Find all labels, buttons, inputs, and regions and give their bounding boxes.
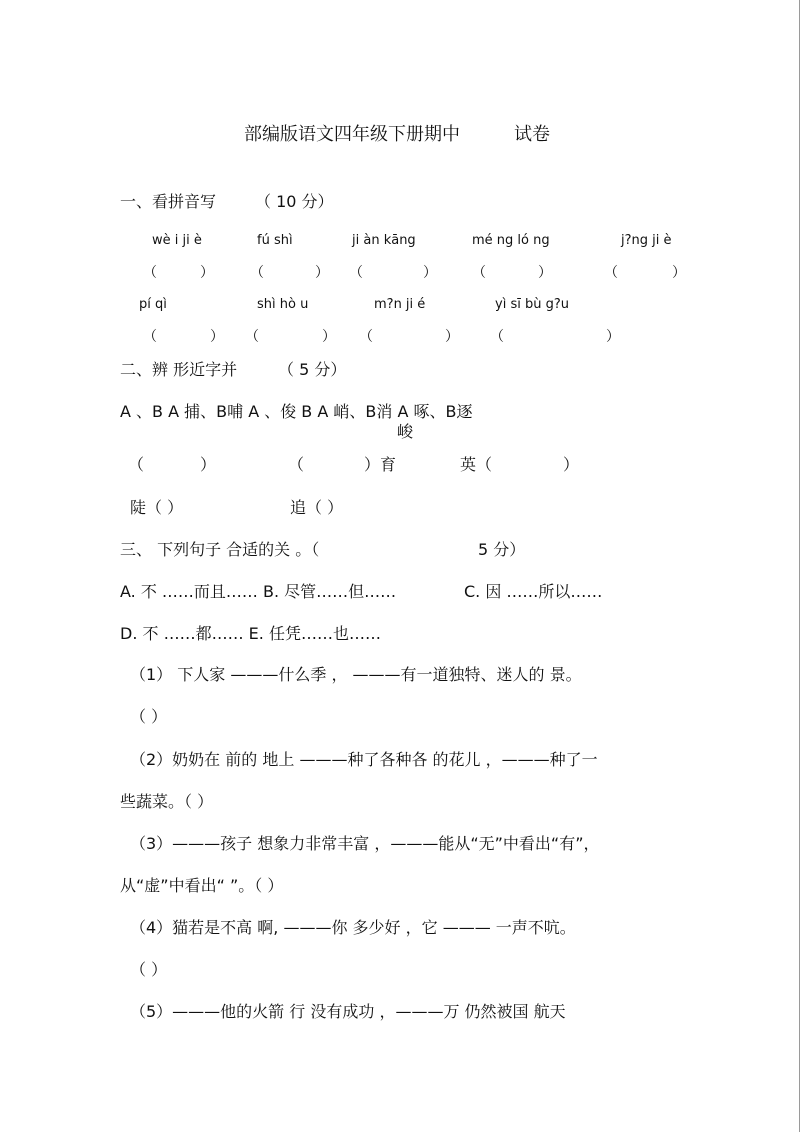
- blank-open: （: [490, 329, 504, 345]
- blank-close: ）: [322, 329, 336, 345]
- blank-close: ）: [445, 329, 459, 345]
- options-c: C. 因 ……所以……: [464, 582, 603, 601]
- question-3: （3）———孩子 想象力非常丰富 ，———能从“无”中看出“有”，: [130, 834, 600, 853]
- question-1-blank: （ ）: [130, 707, 168, 726]
- section1-score: （ 10 分）: [255, 192, 334, 211]
- page-title-suffix: 试卷: [514, 124, 550, 145]
- blank-open: （: [245, 329, 259, 345]
- blank-close: ）: [210, 329, 224, 345]
- blank-open: （: [288, 455, 305, 474]
- blank-open: （: [359, 329, 373, 345]
- question-5: （5）———他的火箭 行 没有成功 ，———万 仍然被国 航天: [130, 1002, 566, 1021]
- question-3-cont: 从“虚”中看出“ ”。（ ）: [120, 876, 284, 895]
- char-pairs: A 、B A 捕、B哺 A 、俊 B A 峭、B消 A 啄、B逐: [120, 402, 473, 421]
- blank-close: ）: [315, 265, 329, 281]
- pinyin-2: fú shì: [257, 233, 293, 248]
- pinyin-9: yì sī bù g?u: [495, 297, 569, 312]
- question-4: （4）猫若是不高 啊, ———你 多少好 ，它 ——— 一声不吭。: [130, 918, 576, 937]
- pinyin-6: pí qì: [139, 297, 167, 312]
- pinyin-5: j?ng ji è: [621, 233, 672, 248]
- blank-close: ）: [606, 329, 620, 345]
- blank-close: ）: [672, 265, 686, 281]
- section1-heading: 一、看拼音写: [120, 192, 217, 211]
- blank-open: （: [128, 455, 145, 474]
- pinyin-4: mé ng ló ng: [472, 233, 550, 248]
- blank-open: （: [143, 329, 157, 345]
- question-2-cont: 些蔬菜。（ ）: [120, 792, 214, 811]
- section3-heading: 三、 下列句子 合适的关 。（: [120, 540, 320, 559]
- blank-open: （: [250, 265, 264, 281]
- blank-ying: 英（: [460, 455, 493, 474]
- section3-score: 5 分）: [478, 540, 526, 559]
- question-1: （1） 下人家 ———什么季 ， ———有一道独特、迷人的 景。: [130, 665, 582, 684]
- char-pair-extra: 峻: [397, 422, 414, 441]
- blank-open: （: [349, 265, 363, 281]
- page-title: 部编版语文四年级下册期中: [244, 124, 460, 145]
- section2-heading: 二、辨 形近字并: [120, 360, 238, 379]
- blank-close: ）: [200, 265, 214, 281]
- blank-open: （: [604, 265, 618, 281]
- pinyin-8: m?n ji é: [374, 297, 426, 312]
- blank-close: ）: [423, 265, 437, 281]
- blank-close-yu: ）育: [364, 455, 397, 474]
- options-de: D. 不 ……都…… E. 任凭……也……: [120, 624, 381, 643]
- blank-dou: 陡（ ）: [130, 498, 184, 517]
- blank-zhui: 追（ ）: [290, 498, 344, 517]
- options-ab: A. 不 ……而且…… B. 尽管……但……: [120, 582, 397, 601]
- blank-close: ）: [200, 455, 217, 474]
- question-4-blank: （ ）: [130, 960, 168, 979]
- pinyin-7: shì hò u: [257, 297, 309, 312]
- section2-score: （ 5 分）: [278, 360, 347, 379]
- pinyin-1: wè i ji è: [152, 233, 202, 248]
- blank-open: （: [472, 265, 486, 281]
- blank-open: （: [143, 265, 157, 281]
- blank-close: ）: [538, 265, 552, 281]
- question-2: （2）奶奶在 前的 地上 ———种了各种各 的花儿 ，———种了一: [130, 750, 598, 769]
- pinyin-3: ji àn kāng: [352, 233, 416, 248]
- blank-close: ）: [563, 455, 580, 474]
